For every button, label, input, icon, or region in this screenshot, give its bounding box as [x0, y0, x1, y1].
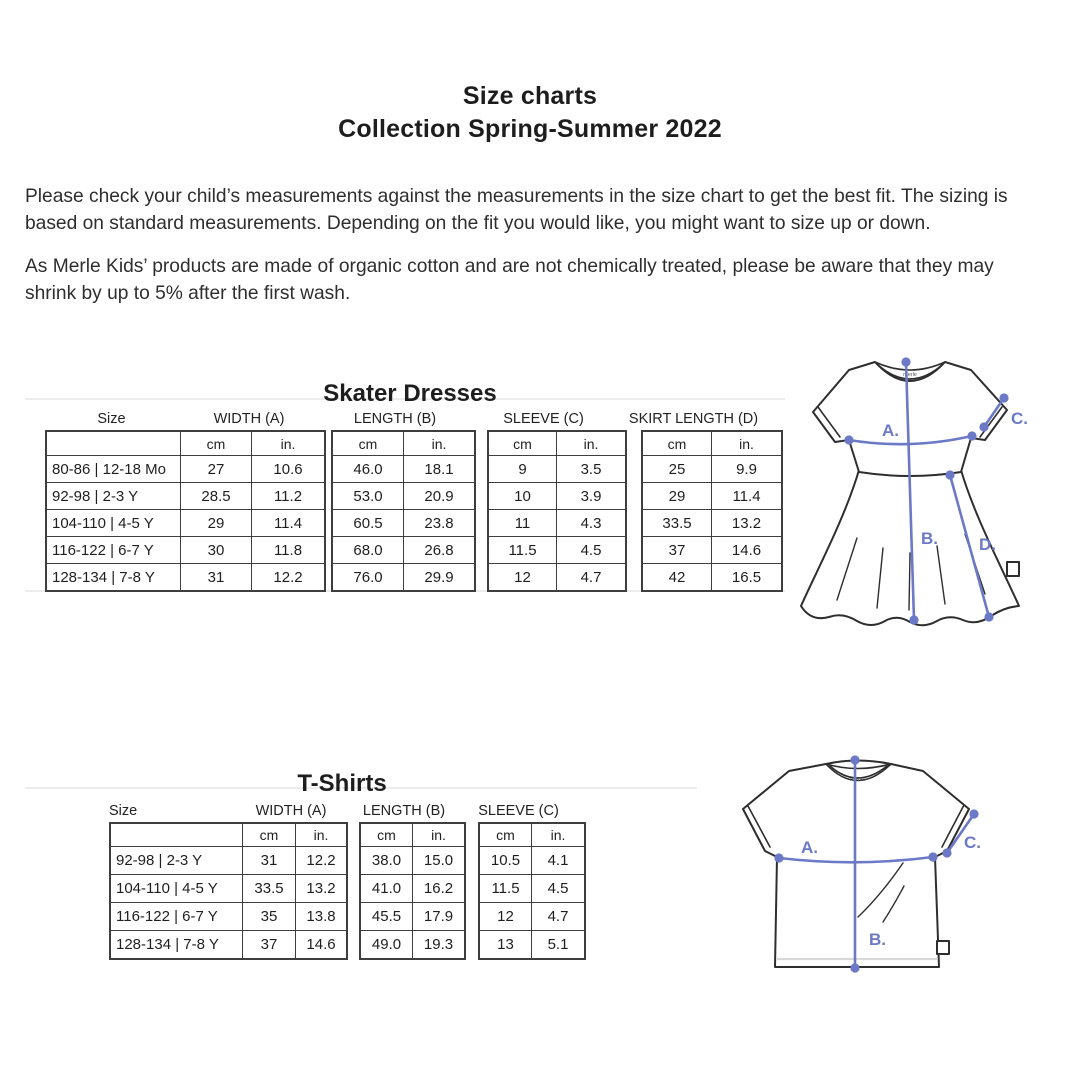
- cell-sleeve_in: 4.1: [532, 847, 586, 875]
- unit-cm-header: cm: [332, 431, 404, 456]
- tshirts-heading: T-Shirts: [297, 769, 387, 797]
- table-row: [479, 931, 585, 960]
- cell-skirt_cm: 33.5: [642, 510, 712, 537]
- table-row: [479, 875, 585, 903]
- cell-width_in: 11.4: [252, 510, 326, 537]
- cell-sleeve_in: 3.5: [557, 456, 627, 483]
- length-column-label: LENGTH (B): [362, 803, 446, 819]
- cell-length_in: 29.9: [404, 564, 476, 592]
- table-row: [110, 931, 347, 960]
- cell-length_cm: 76.0: [332, 564, 404, 592]
- cell-length_in: 23.8: [404, 510, 476, 537]
- table-row: [642, 564, 782, 592]
- page-title-line1: Size charts: [462, 82, 598, 110]
- table-row: [46, 456, 325, 483]
- size-header-empty-cell: [46, 431, 181, 456]
- cell-skirt_cm: 37: [642, 537, 712, 564]
- label-a: A.: [882, 421, 899, 440]
- page-title-line2: Collection Spring-Summer 2022: [338, 115, 722, 143]
- table-row: [46, 537, 325, 564]
- size-header-empty-cell: [110, 823, 243, 847]
- cell-length_in: 15.0: [413, 847, 466, 875]
- table-row: [360, 875, 465, 903]
- intro-paragraph: Please check your child’s measurements against the measurements in the size chart to get the best fit. The sizing is based on standard measurements. Depending on the fit you would like, you might want to size up or down.: [25, 186, 1008, 234]
- cell-size: 116-122 | 6-7 Y: [110, 903, 243, 931]
- tshirt-column-labels: [109, 802, 586, 819]
- cell-skirt_in: 16.5: [712, 564, 783, 592]
- cell-size: 92-98 | 2-3 Y: [46, 483, 181, 510]
- cell-width_in: 14.6: [296, 931, 348, 960]
- cell-length_cm: 45.5: [360, 903, 413, 931]
- unit-header-row: [360, 823, 465, 847]
- label-c: C.: [1011, 409, 1028, 428]
- tshirts-size-chart: [109, 802, 586, 960]
- unit-in-header: in.: [413, 823, 466, 847]
- width-column-label: WIDTH (A): [255, 803, 327, 819]
- cell-length_cm: 46.0: [332, 456, 404, 483]
- sleeve-column-label: SLEEVE (C): [478, 803, 559, 819]
- table-row: [488, 456, 626, 483]
- size-column-label: Size: [97, 411, 126, 427]
- cell-sleeve_cm: 9: [488, 456, 557, 483]
- label-b: B.: [921, 529, 938, 548]
- skater-dresses-size-chart: [45, 410, 783, 592]
- cell-sleeve_in: 3.9: [557, 483, 627, 510]
- cell-size: 128-134 | 7-8 Y: [110, 931, 243, 960]
- table-row: [360, 903, 465, 931]
- cell-skirt_in: 13.2: [712, 510, 783, 537]
- sleeve-column-label: SLEEVE (C): [503, 411, 584, 427]
- cell-length_in: 17.9: [413, 903, 466, 931]
- unit-cm-header: cm: [181, 431, 252, 456]
- skater-column-labels: [45, 410, 783, 427]
- cell-sleeve_cm: 13: [479, 931, 532, 960]
- label-a: A.: [801, 838, 818, 857]
- table-row: [110, 875, 347, 903]
- tshirt-measurement-diagram: [731, 745, 986, 1022]
- cell-length_in: 16.2: [413, 875, 466, 903]
- unit-header-row: [642, 431, 782, 456]
- cell-length_in: 19.3: [413, 931, 466, 960]
- unit-in-header: in.: [404, 431, 476, 456]
- cell-width_cm: 28.5: [181, 483, 252, 510]
- unit-cm-header: cm: [360, 823, 413, 847]
- tshirt-sleeve-table: [478, 822, 586, 960]
- cell-length_cm: 53.0: [332, 483, 404, 510]
- cell-size: 104-110 | 4-5 Y: [46, 510, 181, 537]
- table-row: [46, 510, 325, 537]
- skater-sleeve-table: [487, 430, 627, 592]
- cell-sleeve_cm: 12: [479, 903, 532, 931]
- unit-cm-header: cm: [488, 431, 557, 456]
- table-row: [332, 564, 475, 592]
- table-row: [642, 510, 782, 537]
- cell-sleeve_in: 4.7: [557, 564, 627, 592]
- cell-sleeve_cm: 11.5: [479, 875, 532, 903]
- table-row: [479, 903, 585, 931]
- neck-logo: merle: [903, 372, 917, 378]
- length-column-label: LENGTH (B): [353, 411, 437, 427]
- table-row: [46, 483, 325, 510]
- cell-size: 92-98 | 2-3 Y: [110, 847, 243, 875]
- cell-size: 104-110 | 4-5 Y: [110, 875, 243, 903]
- table-row: [642, 483, 782, 510]
- table-row: [46, 564, 325, 592]
- cell-sleeve_cm: 10.5: [479, 847, 532, 875]
- cell-length_cm: 38.0: [360, 847, 413, 875]
- cell-length_in: 26.8: [404, 537, 476, 564]
- cell-sleeve_cm: 11.5: [488, 537, 557, 564]
- cell-sleeve_in: 4.5: [557, 537, 627, 564]
- cell-width_in: 10.6: [252, 456, 326, 483]
- unit-header-row: [488, 431, 626, 456]
- skater-length-table: [331, 430, 476, 592]
- cell-width_in: 11.8: [252, 537, 326, 564]
- cell-width_in: 11.2: [252, 483, 326, 510]
- cell-width_in: 12.2: [296, 847, 348, 875]
- unit-header-row: [332, 431, 475, 456]
- cell-width_in: 13.2: [296, 875, 348, 903]
- table-row: [488, 537, 626, 564]
- table-row: [332, 483, 475, 510]
- cell-skirt_cm: 42: [642, 564, 712, 592]
- skater-dresses-heading: Skater Dresses: [323, 379, 497, 407]
- label-d: D.: [979, 535, 996, 554]
- cell-width_cm: 30: [181, 537, 252, 564]
- cell-skirt_cm: 25: [642, 456, 712, 483]
- cell-width_cm: 35: [243, 903, 296, 931]
- table-row: [360, 931, 465, 960]
- cell-skirt_cm: 29: [642, 483, 712, 510]
- cell-size: 80-86 | 12-18 Mo: [46, 456, 181, 483]
- table-row: [360, 847, 465, 875]
- cell-sleeve_in: 4.3: [557, 510, 627, 537]
- neck-logo: merle: [850, 777, 864, 783]
- cell-size: 128-134 | 7-8 Y: [46, 564, 181, 592]
- side-tag: [937, 941, 949, 954]
- cell-width_cm: 27: [181, 456, 252, 483]
- cell-sleeve_cm: 10: [488, 483, 557, 510]
- skirt-length-column-label: SKIRT LENGTH (D): [628, 411, 759, 427]
- shrink-note-paragraph: As Merle Kids’ products are made of organic cotton and are not chemically treated, please be aware that they may shrink by up to 5% after the first wash.: [25, 256, 994, 304]
- table-row: [488, 564, 626, 592]
- table-row: [332, 537, 475, 564]
- size-column-label: Size: [109, 803, 138, 819]
- unit-in-header: in.: [252, 431, 326, 456]
- table-row: [110, 903, 347, 931]
- cell-width_cm: 37: [243, 931, 296, 960]
- unit-in-header: in.: [296, 823, 348, 847]
- cell-length_in: 18.1: [404, 456, 476, 483]
- cell-width_cm: 31: [243, 847, 296, 875]
- unit-header-row: [110, 823, 347, 847]
- unit-in-header: in.: [712, 431, 783, 456]
- label-b: B.: [869, 930, 886, 949]
- table-row: [642, 456, 782, 483]
- cell-length_in: 20.9: [404, 483, 476, 510]
- cell-width_cm: 29: [181, 510, 252, 537]
- tshirt-length-table: [359, 822, 466, 960]
- page-title: [0, 80, 1060, 146]
- unit-cm-header: cm: [479, 823, 532, 847]
- table-row: [332, 456, 475, 483]
- cell-sleeve_in: 5.1: [532, 931, 586, 960]
- cell-sleeve_cm: 11: [488, 510, 557, 537]
- skater-size-width-table: [45, 430, 326, 592]
- side-tag: [1007, 562, 1019, 576]
- unit-in-header: in.: [532, 823, 586, 847]
- cell-length_cm: 49.0: [360, 931, 413, 960]
- cell-size: 116-122 | 6-7 Y: [46, 537, 181, 564]
- cell-sleeve_cm: 12: [488, 564, 557, 592]
- skater-skirt-length-table: [641, 430, 783, 592]
- unit-cm-header: cm: [243, 823, 296, 847]
- dress-measurement-diagram: [785, 348, 1035, 645]
- table-row: [332, 510, 475, 537]
- cell-width_in: 12.2: [252, 564, 326, 592]
- unit-header-row: [479, 823, 585, 847]
- unit-cm-header: cm: [642, 431, 712, 456]
- cell-skirt_in: 14.6: [712, 537, 783, 564]
- cell-sleeve_in: 4.5: [532, 875, 586, 903]
- label-c: C.: [964, 833, 981, 852]
- width-column-label: WIDTH (A): [213, 411, 285, 427]
- unit-in-header: in.: [557, 431, 627, 456]
- cell-width_in: 13.8: [296, 903, 348, 931]
- table-row: [110, 847, 347, 875]
- cell-skirt_in: 9.9: [712, 456, 783, 483]
- cell-length_cm: 68.0: [332, 537, 404, 564]
- table-row: [488, 483, 626, 510]
- table-row: [642, 537, 782, 564]
- table-row: [488, 510, 626, 537]
- cell-width_cm: 33.5: [243, 875, 296, 903]
- cell-length_cm: 60.5: [332, 510, 404, 537]
- unit-header-row: [46, 431, 325, 456]
- cell-sleeve_in: 4.7: [532, 903, 586, 931]
- cell-length_cm: 41.0: [360, 875, 413, 903]
- cell-width_cm: 31: [181, 564, 252, 592]
- table-row: [479, 847, 585, 875]
- tshirt-size-width-table: [109, 822, 348, 960]
- cell-skirt_in: 11.4: [712, 483, 783, 510]
